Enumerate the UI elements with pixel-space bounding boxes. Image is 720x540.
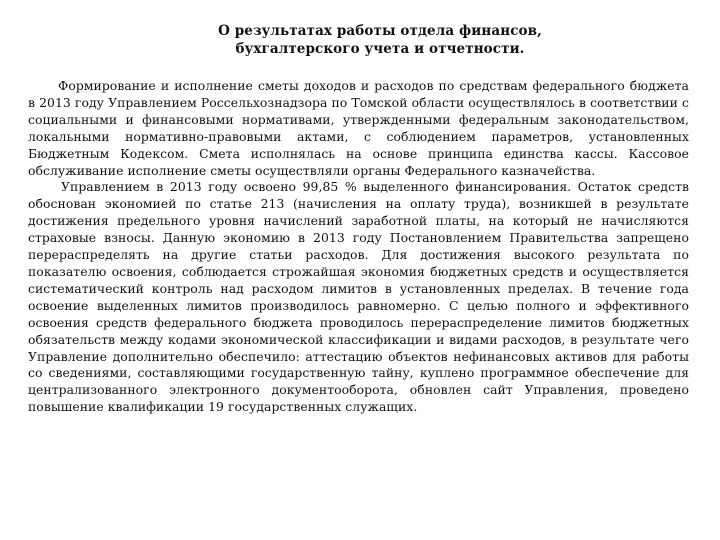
document-body <box>28 78 689 416</box>
paragraph-budget-execution: Формирование и исполнение сметы доходов и расходов по средствам федерального бюджета в 2013 году Управлением Россельхознадзора по Томской области осуществлялось в соответствии с социальными и финансовыми нормативами, утвержденными федеральным законодательством, локальными нормативно-правовыми актами, с соблюдением параметров, установленных Бюджетным Кодексом. Смета исполнялась на основе принципа единства кассы. Кассовое обслуживание исполнение сметы осуществляли органы Федерального казначейства. <box>28 78 689 178</box>
title-line-2: бухгалтерского учета и отчетности. <box>235 41 525 57</box>
page-title <box>0 22 720 58</box>
paragraph-funding-results: Управлением в 2013 году освоено 99,85 % выделенного финансирования. Остаток средств обоснован экономией по статье 213 (начисления на оплату труда), возникшей в результате достижения предельного уровня начислений заработной платы, на который не начисляются страховые взносы. Данную экономию в 2013 году Постановлением Правительства запрещено перераспределять на другие статьи расходов. Для достижения высокого результата по показателю освоения, соблюдается строжайшая экономия бюджетных средств и осуществляется систематический контроль над расходом лимитов в установленных пределах. В течение года освоение выделенных лимитов производилось равномерно. С целью полного и эффективного освоения средств федерального бюджета проводилось перераспределение лимитов бюджетных обязательств между кодами экономической классификации и видами расходов, в результате чего Управление дополнительно обеспечило: аттестацию объектов нефинансовых активов для работы со сведениями, составляющими государственную тайну, куплено программное обеспечение для централизованного электронного документооборота, обновлен сайт Управления, проведено повышение квалификации 19 государственных служащих. <box>28 179 689 415</box>
title-line-1: О результатах работы отдела финансов, <box>218 23 542 39</box>
